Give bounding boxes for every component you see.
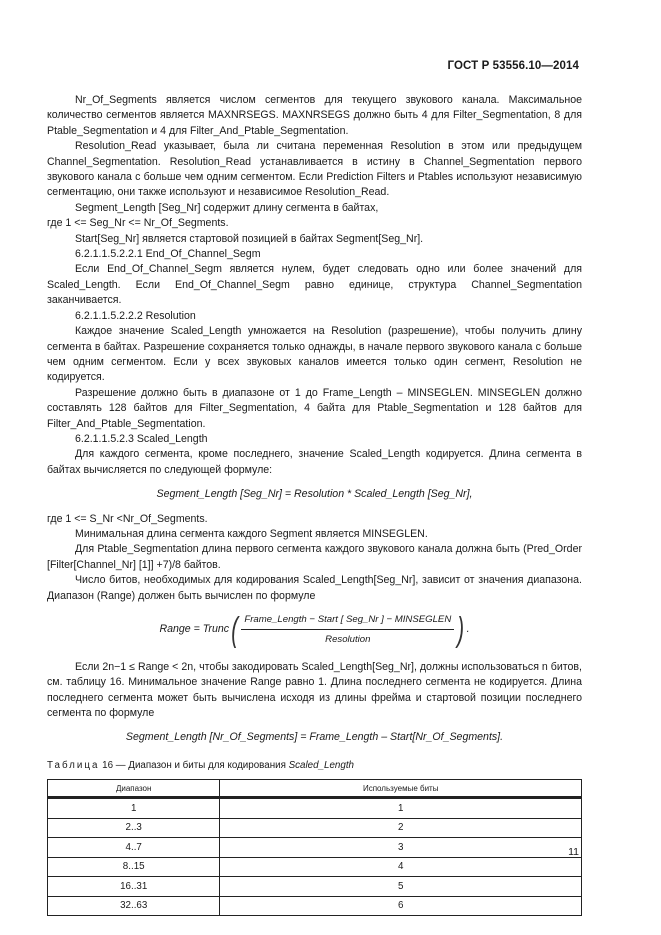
paragraph-resolution-range: Разрешение должно быть в диапазоне от 1 до Frame_Length – MINSEGLEN. MINSEGLEN должно составлять 128 байтов для Filter_Segmentation, 4 байта для Ptable_Segmentation и 128 байтов для Filter_And_Ptable_Segmentation. [47,386,582,430]
table-cell-bits: 3 [220,838,582,858]
table-cell-range: 1 [48,798,220,819]
paragraph-scaled-length: Для каждого сегмента, кроме последнего, значение Scaled_Length кодируется. Длина сегмента в байтах вычисляется по следующей формуле: [47,448,582,476]
table-cell-range: 4..7 [48,838,220,858]
paragraph-resolution-multiply: Каждое значение Scaled_Length умножается на Resolution (разрешение), чтобы получить длину сегмента в байтах. Разрешение сохраняется только однажды, в начале первого звукового канала с больше чем одним сегментом. Если у всех звуковых каналов имеется только один сегмент, Resolution не кодируется. [47,325,582,384]
table-cell-bits: 6 [220,896,582,916]
formula-range [47,612,582,648]
table-caption-prefix: Таблица [47,759,100,771]
table-cell-range: 2..3 [48,818,220,838]
table-row [48,877,582,897]
paragraph-range-bits: Если 2n−1 ≤ Range < 2n, чтобы закодировать Scaled_Length[Seg_Nr], должны использоваться n битов, см. таблицу 16. Минимальное значение Range равно 1. Длина последнего сегмента не кодируется. Длина последнего сегмента может быть вычислена исходя из длины фрейма и стартовой позиции последнего сегмента по формуле [47,660,582,720]
range-bits-table [47,779,582,916]
table-caption-rest: — Диапазон и биты для кодирования [113,759,289,771]
table-row [48,896,582,916]
formula-fraction [241,612,454,648]
table-cell-bits: 1 [220,798,582,819]
section-heading-resolution: 6.2.1.1.5.2.2.2 Resolution [75,309,196,322]
main-content [47,93,582,916]
table-cell-bits: 2 [220,818,582,838]
table-row [48,798,582,819]
formula-range-tail: . [466,623,470,636]
section-heading-scaled-length: 6.2.1.1.5.2.3 Scaled_Length [75,432,208,445]
table-cell-range: 16..31 [48,877,220,897]
paragraph-ptable-first-segment: Для Ptable_Segmentation длина первого сегмента каждого звукового канала должна быть (Pred_Order [Filter[Channel_Nr] [1]] +7)/8 байтов. [47,543,582,571]
right-paren-glyph: ) [457,610,465,649]
section-heading-end-of-channel: 6.2.1.1.5.2.2.1 End_Of_Channel_Segm [75,248,261,261]
formula-denominator: Resolution [325,634,371,646]
table-row [48,818,582,838]
formula-segment-length: Segment_Length [Seg_Nr] = Resolution * Scaled_Length [Seg_Nr], [156,488,473,501]
document-header: ГОСТ Р 53556.10—2014 [447,60,579,72]
paragraph-segment-length: Segment_Length [Seg_Nr] содержит длину сегмента в байтах, [75,201,379,214]
table-row [48,857,582,877]
formula-last-segment-length: Segment_Length [Nr_Of_Segments] = Frame_Length – Start[Nr_Of_Segments]. [125,731,504,744]
table-caption-var: Scaled_Length [288,759,354,771]
table-caption-number: 16 [102,759,114,771]
formula-range-lhs: Range = Trunc [159,623,230,636]
paragraph-resolution-read: Resolution_Read указывает, была ли считана переменная Resolution в этом или предыдущем Channel_Segmentation. Resolution_Read устанавливается в истину в Channel_Segmentation первого звукового канала с больше чем одним сегментом. Если Prediction Filters и Ptables используют независимую сегментацию, они также используют и независимое Resolution_Read. [47,140,582,199]
page-number: 11 [568,846,579,858]
table-header-range: Диапазон [48,780,220,798]
table-cell-bits: 5 [220,877,582,897]
paragraph-where-s-nr: где 1 <= S_Nr <Nr_Of_Segments. [47,512,208,525]
left-paren-glyph: ( [231,610,239,649]
table-header-bits: Используемые биты [220,780,582,798]
paragraph-minseglen: Минимальная длина сегмента каждого Segment является MINSEGLEN. [75,527,428,540]
paragraph-start: Start[Seg_Nr] является стартовой позицией в байтах Segment[Seg_Nr]. [75,232,424,245]
paragraph-nr-of-segments: Nr_Of_Segments является числом сегментов для текущего звукового канала. Максимальное количество сегментов является MAXNRSEGS. MAXNRSEGS должно быть 4 для Filter_Segmentation, 8 для Ptable_Segmentation и 4 для Filter_And_Ptable_Segmentation. [47,94,582,137]
table-caption [47,758,582,773]
paragraph-where-seg-nr: где 1 <= Seg_Nr <= Nr_Of_Segments. [47,217,229,230]
paragraph-bits-needed: Число битов, необходимых для кодирования Scaled_Length[Seg_Nr], зависит от значения диапазона. Диапазон (Range) должен быть вычислен по формуле [47,574,582,602]
paragraph-end-of-channel: Если End_Of_Channel_Segm является нулем, будет следовать одно или более значений для Scaled_Length. Если End_Of_Channel_Segm равно единице, структура Channel_Segmentation заканчивается. [47,263,582,307]
table-cell-bits: 4 [220,857,582,877]
table-header-row [48,780,582,798]
table-cell-range: 32..63 [48,896,220,916]
table-row [48,838,582,858]
table-cell-range: 8..15 [48,857,220,877]
formula-numerator: Frame_Length − Start [ Seg_Nr ] − MINSEGLEN [241,612,454,630]
